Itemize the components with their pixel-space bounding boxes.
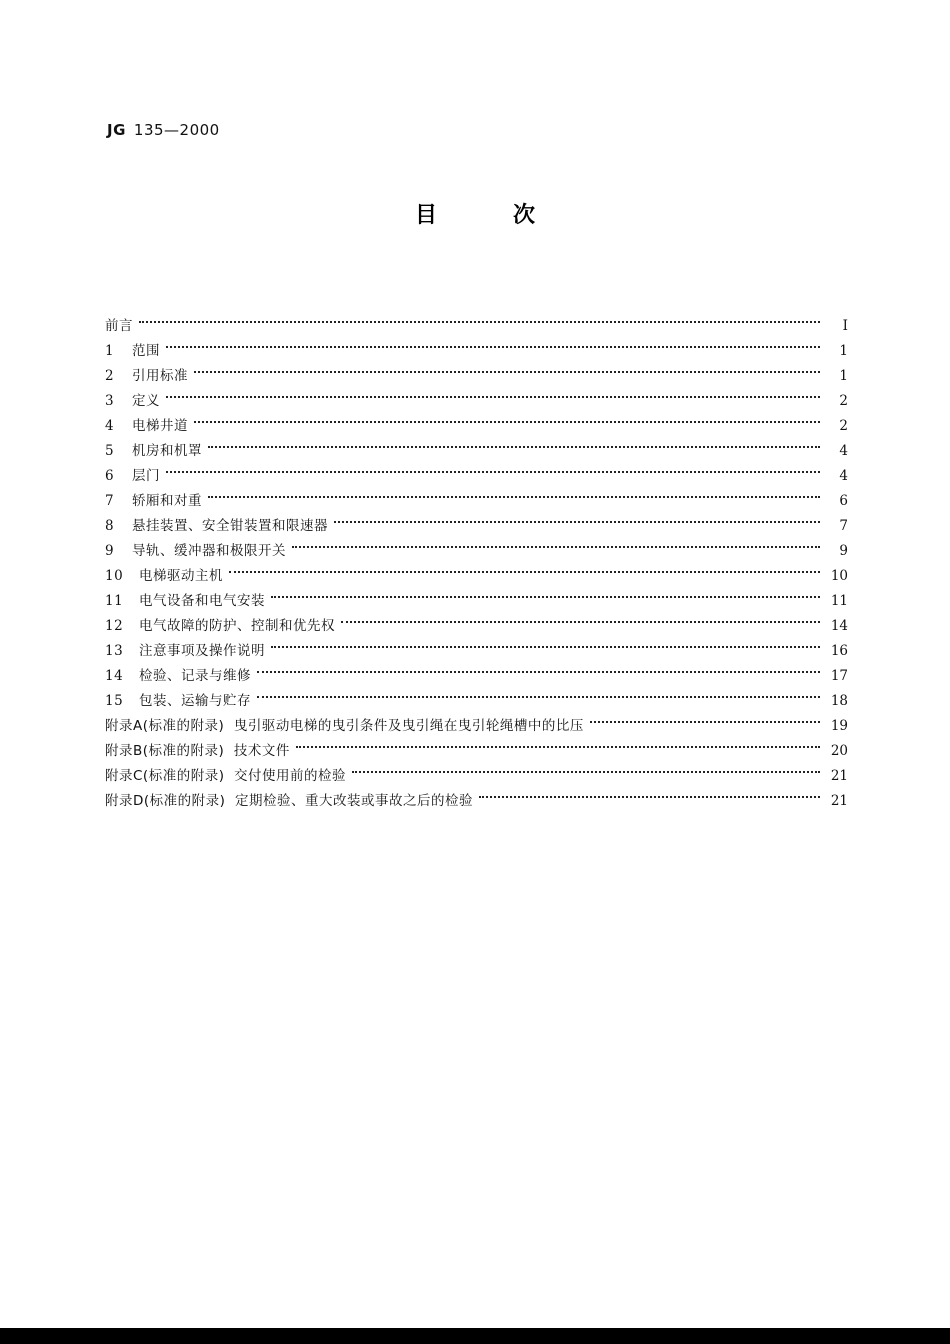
toc-entry-page-number: 21 [830, 793, 848, 809]
toc-entry-label: 电气设备和电气安装 [139, 593, 265, 609]
toc-entry-label-group [105, 639, 265, 664]
toc-entry[interactable] [105, 305, 848, 334]
toc-entry-number: 9 [105, 543, 115, 559]
toc-entry-number: 13 [105, 643, 124, 659]
toc-entry-label: 电气故障的防护、控制和优先权 [139, 618, 335, 634]
toc-entry-page-number: 18 [830, 693, 848, 709]
toc-entry-label-group [105, 389, 160, 414]
toc-entry-label: 悬挂装置、安全钳装置和限速器 [132, 518, 328, 534]
toc-entry-page-number: 16 [830, 643, 848, 659]
toc-entry[interactable] [105, 455, 848, 484]
document-code-prefix: JG [107, 121, 126, 139]
page-title-char-1: 目 [414, 203, 437, 228]
toc-entry-label-group [105, 764, 346, 789]
toc-entry-leader-dots [271, 580, 820, 605]
toc-entry-leader-dots [166, 330, 820, 355]
toc-entry-number: 12 [105, 618, 124, 634]
toc-entry-page-number: 20 [830, 743, 848, 759]
toc-entry-label: 范围 [132, 343, 160, 359]
toc-entry-number: 15 [105, 693, 124, 709]
toc-entry-page-number: 4 [839, 468, 848, 484]
toc-entry-number: 7 [105, 493, 115, 509]
toc-entry-leader-dots [257, 655, 820, 680]
toc-entry-label: 机房和机罩 [132, 443, 202, 459]
toc-entry-page-number: 9 [839, 543, 848, 559]
toc-entry-label: 电梯驱动主机 [139, 568, 223, 584]
toc-entry-page-number: 1 [839, 368, 848, 384]
toc-entry-leader-dots [139, 305, 820, 330]
toc-entry-number: 3 [105, 393, 115, 409]
toc-entry-page-number: 19 [830, 718, 848, 734]
table-of-contents [105, 305, 848, 809]
toc-entry-page-number: 6 [839, 493, 848, 509]
toc-entry-label: 附录B(标准的附录) 技术文件 [105, 743, 290, 759]
toc-entry-leader-dots [341, 605, 820, 630]
toc-entry-leader-dots [229, 555, 820, 580]
toc-entry-page-number: 7 [839, 518, 848, 534]
toc-entry-leader-dots [194, 405, 820, 430]
toc-entry-leader-dots [352, 755, 820, 780]
toc-entry-number: 5 [105, 443, 115, 459]
toc-entry-label-group [105, 689, 251, 714]
toc-entry-number: 4 [105, 418, 115, 434]
toc-entry-page-number: 4 [839, 443, 848, 459]
toc-entry-label: 检验、记录与维修 [139, 668, 251, 684]
toc-entry[interactable] [105, 330, 848, 359]
toc-entry-leader-dots [271, 630, 820, 655]
page-title [0, 198, 950, 229]
toc-entry-number: 10 [105, 568, 124, 584]
toc-entry-label-group [105, 489, 202, 514]
toc-entry-leader-dots [257, 680, 820, 705]
toc-entry-label: 定义 [132, 393, 160, 409]
toc-entry-leader-dots [292, 530, 820, 555]
toc-entry-label: 层门 [132, 468, 160, 484]
toc-entry-page-number: 14 [830, 618, 848, 634]
page-title-char-2: 次 [513, 203, 536, 228]
toc-entry-label-group [105, 314, 133, 339]
toc-entry-label: 前言 [105, 318, 133, 334]
toc-entry-label: 导轨、缓冲器和极限开关 [132, 543, 286, 559]
toc-entry-label-group [105, 414, 188, 439]
toc-entry-leader-dots [296, 730, 820, 755]
toc-entry-number: 14 [105, 668, 124, 684]
toc-entry-label-group [105, 789, 473, 814]
toc-entry-leader-dots [208, 480, 820, 505]
toc-entry-page-number: 2 [839, 418, 848, 434]
toc-entry-number: 6 [105, 468, 115, 484]
toc-entry-page-number: 1 [839, 343, 848, 359]
toc-entry-page-number: 21 [830, 768, 848, 784]
toc-entry-number: 2 [105, 368, 115, 384]
toc-entry-label: 电梯井道 [132, 418, 188, 434]
toc-entry-leader-dots [208, 430, 820, 455]
toc-entry[interactable] [105, 380, 848, 409]
toc-entry-page-number: 11 [830, 593, 848, 609]
toc-entry-page-number: 2 [839, 393, 848, 409]
toc-entry-label: 注意事项及操作说明 [139, 643, 265, 659]
toc-entry[interactable] [105, 405, 848, 434]
toc-entry-label-group [105, 339, 160, 364]
bottom-scan-edge [0, 1328, 950, 1344]
document-code-number: 135—2000 [133, 121, 220, 139]
toc-entry-label: 轿厢和对重 [132, 493, 202, 509]
toc-entry-number: 11 [105, 593, 124, 609]
toc-entry-label-group [105, 564, 223, 589]
document-code [107, 121, 220, 139]
toc-entry-label-group [105, 464, 160, 489]
toc-entry-leader-dots [590, 705, 820, 730]
toc-entry-leader-dots [479, 780, 820, 805]
toc-entry-leader-dots [194, 355, 820, 380]
toc-entry-page-number: I [842, 318, 848, 334]
toc-entry-label-group [105, 664, 251, 689]
toc-entry-leader-dots [166, 380, 820, 405]
toc-entry[interactable] [105, 355, 848, 384]
toc-entry[interactable] [105, 430, 848, 459]
toc-entry[interactable] [105, 480, 848, 509]
toc-entry-label: 附录C(标准的附录) 交付使用前的检验 [105, 768, 347, 784]
toc-entry-number: 8 [105, 518, 115, 534]
toc-entry[interactable] [105, 505, 848, 534]
toc-entry-label-group [105, 589, 265, 614]
toc-entry-page-number: 17 [830, 668, 848, 684]
toc-entry-label-group [105, 739, 290, 764]
toc-entry-label: 包装、运输与贮存 [139, 693, 251, 709]
toc-entry-label: 附录D(标准的附录) 定期检验、重大改装或事故之后的检验 [105, 793, 474, 809]
toc-entry-leader-dots [166, 455, 820, 480]
toc-entry-number: 1 [105, 343, 115, 359]
toc-entry-page-number: 10 [830, 568, 848, 584]
toc-entry-label: 附录A(标准的附录) 曳引驱动电梯的曳引条件及曳引绳在曳引轮绳槽中的比压 [105, 718, 584, 734]
toc-entry-leader-dots [334, 505, 820, 530]
toc-entry-label: 引用标准 [132, 368, 188, 384]
